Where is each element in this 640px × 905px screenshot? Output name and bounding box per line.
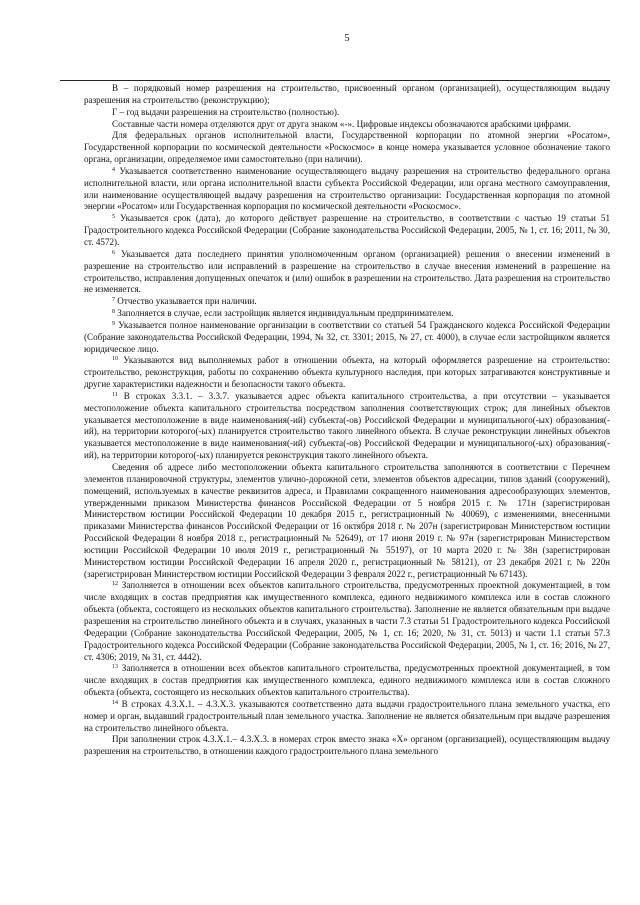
footnote-marker: 7 <box>112 297 115 304</box>
footnote-paragraph <box>84 320 610 356</box>
page-number: 5 <box>344 33 350 44</box>
body-paragraph <box>84 734 610 758</box>
footnote-paragraph <box>84 699 610 735</box>
header-divider <box>60 80 610 81</box>
footnote-marker: 12 <box>112 581 118 588</box>
footnote-paragraph <box>84 391 610 462</box>
paragraph-text: Указывается соответственно наименование осуществляющего выдачу разрешения на строительство федерального органа исполнительной власти, или органа исполнительной власти субъекта Российской Федерации, или органа местного самоуправления, или наименование осуществляющей выдачу разрешения на строительство организации: Государственная корпорация по атомной энергии «Росатом» или Государственная корпорация по космической деятельности «Роскосмос». <box>84 165 610 212</box>
paragraph-text: В строках 3.3.1. – 3.3.7. указывается адрес объекта капитального строительства, а при отсутствии – указывается местоположение объекта капитального строительства посредством заполнения соответствующих строк; для линейных объектов указывается местоположение в виде наименования(-ий) субъекта(-ов) Российской Федерации и муниципального(-ых) образования(-ий), на территории которого(-ых) планируется строительство такого линейного объекта. В случае реконструкции линейных объектов указывается местоположение в виде наименования(-ий) субъекта(-ов) Российской Федерации и муниципального(-ых) образования(-ий), на территории которого(-ых) планируется реконструкция такого линейного объекта. <box>84 390 610 461</box>
footnote-paragraph <box>84 166 610 213</box>
paragraph-text: Составные части номера отделяются друг от друга знаком «-». Цифровые индексы обозначаются арабскими цифрами. <box>112 118 571 129</box>
body-paragraph <box>84 83 610 107</box>
body-paragraph <box>84 462 610 580</box>
body-paragraph <box>84 107 610 119</box>
footnote-paragraph <box>84 308 610 320</box>
footnote-marker: 5 <box>112 214 115 221</box>
paragraph-text: Указывается полное наименование организации в соответствии со статьей 54 Гражданского кодекса Российской Федерации (Собрание законодательства Российской Федерации, 1994, № 32, ст. 3301; 2015, № 27, ст. 4000), в случае если застройщиком является юридическое лицо. <box>84 319 610 354</box>
paragraph-text: Г – год выдачи разрешения на строительство (полностью). <box>112 106 340 117</box>
paragraph-text: Для федеральных органов исполнительной власти, Государственной корпорации по атомной энергии «Росатом», Государственной корпорации по космической деятельности «Роскосмос» в конце номера указывается условное обозначение такого органа, организации, определяемое ими самостоятельно (при наличии). <box>84 130 610 165</box>
footnote-marker: 10 <box>112 356 118 363</box>
footnote-paragraph <box>84 213 610 249</box>
paragraph-text: В строках 4.3.Х.1. – 4.3.Х.3. указываются соответственно дата выдачи градостроительного плана земельного участка, его номер и орган, выдавший градостроительный план земельного участка. Заполнение не является обязательным при выдаче разрешения на строительство линейного объекта. <box>84 698 610 733</box>
paragraph-text: Указывается дата последнего принятия уполномоченным органом (организацией) решения о внесении изменений в разрешение на строительство или исправлений в разрешение на строительство в случае внесения изменений в разрешение на строительство, исправления допущенных опечаток и (или) ошибок в разрешении на строительство. Дата разрешения на строительство не изменяется. <box>84 248 610 295</box>
paragraph-text: В – порядковый номер разрешения на строительство, присвоенный органом (организацией), осуществляющим выдачу разрешения на строительство (реконструкцию); <box>84 83 610 105</box>
body-paragraph <box>84 130 610 166</box>
paragraph-text: Сведения об адресе либо местоположении объекта капитального строительства заполняются в соответствии с Перечнем элементов планировочной структуры, элементов улично-дорожной сети, элементов объектов адресации, типов зданий (сооружений), помещений, используемых в качестве реквизитов адреса, и Правилами сокращенного наименования адресообразующих элементов, утвержденными приказом Министерства финансов Российской Федерации от 5 ноября 2015 г. № 171н (зарегистрирован Министерством юстиции Российской Федерации 10 декабря 2015 г., регистрационный № 40069), с изменениями, внесенными приказами Министерства финансов Российской Федерации от 16 октября 2018 г. № 207н (зарегистрирован Министерством юстиции Российской Федерации 8 ноября 2018 г., регистрационный № 52649), от 17 июня 2019 г. № 97н (зарегистрирован Министерством юстиции Российской Федерации 10 июля 2019 г., регистрационный № 55197), от 10 марта 2020 г. № 38н (зарегистрирован Министерством юстиции Российской Федерации 16 апреля 2020 г., регистрационный № 58121), от 23 декабря 2021 г. № 220н (зарегистрирован Министерством юстиции Российской Федерации 3 февраля 2022 г., регистрационный № 67143). <box>84 462 610 579</box>
footnote-marker: 14 <box>112 699 118 706</box>
document-page <box>84 0 610 905</box>
document-body <box>84 83 610 758</box>
paragraph-text: Заполняется в отношении всех объектов капитального строительства, предусмотренных проектной документацией, в том числе входящих в состав предприятия как имущественного комплекса, единого недвижимого комплекса или в состав сложного объекта (объекта, состоящего из нескольких объектов капитального строительства). <box>84 663 610 698</box>
body-paragraph <box>84 119 610 131</box>
paragraph-text: Заполняется в отношении всех объектов капитального строительства, предусмотренных проектной документацией, в том числе входящих в состав предприятия как имущественного комплекса, единого недвижимого комплекса или в состав сложного объекта (объекта, состоящего из нескольких объектов капитального строительства). Заполнение не является обязательным при выдаче разрешения на строительство линейного объекта и в случаях, указанных в части 7.3 статьи 51 Градостроительного кодекса Российской Федерации (Собрание законодательства Российской Федерации, 2005, № 1, ст. 16; 2020, № 31, ст. 5013) и части 1.1 статьи 57.3 Градостроительного кодекса Российской Федерации (Собрание законодательства Российской Федерации, 2005, № 1, ст. 16; 2016, № 27, ст. 4306; 2019, № 31, ст. 4442). <box>84 580 610 662</box>
footnote-paragraph <box>84 663 610 699</box>
footnote-paragraph <box>84 296 610 308</box>
paragraph-text: Указываются вид выполняемых работ в отношении объекта, на который оформляется разрешение на строительство: строительство, реконструкция, работы по сохранению объекта культурного наследия, при которых затрагиваются конструктивные и другие характеристики надежности и безопасности такого объекта. <box>84 355 610 390</box>
paragraph-text: Указывается срок (дата), до которого действует разрешение на строительство, в соответствии с частью 19 статьи 51 Градостроительного кодекса Российской Федерации (Собрание законодательства Российской Федерации, 2005, № 1, ст. 16; 2011, № 30, ст. 4572). <box>84 213 610 247</box>
footnote-marker: 13 <box>112 664 118 671</box>
footnote-paragraph <box>84 580 610 663</box>
footnote-marker: 4 <box>112 166 115 173</box>
footnote-marker: 6 <box>112 249 115 256</box>
paragraph-text: Заполняется в случае, если застройщик является индивидуальным предпринимателем. <box>117 308 454 319</box>
footnote-paragraph <box>84 355 610 391</box>
paragraph-text: Отчество указывается при наличии. <box>117 296 257 307</box>
footnote-paragraph <box>84 249 610 296</box>
footnote-marker: 8 <box>112 309 115 316</box>
paragraph-text: При заполнении строк 4.3.Х.1.– 4.3.Х.3. в номерах строк вместо знака «Х» органом (организацией), осуществляющим выдачу разрешения на строительство, в отношении каждого градостроительного плана земельного <box>84 734 610 757</box>
footnote-marker: 9 <box>112 320 115 327</box>
footnote-marker: 11 <box>112 391 118 398</box>
